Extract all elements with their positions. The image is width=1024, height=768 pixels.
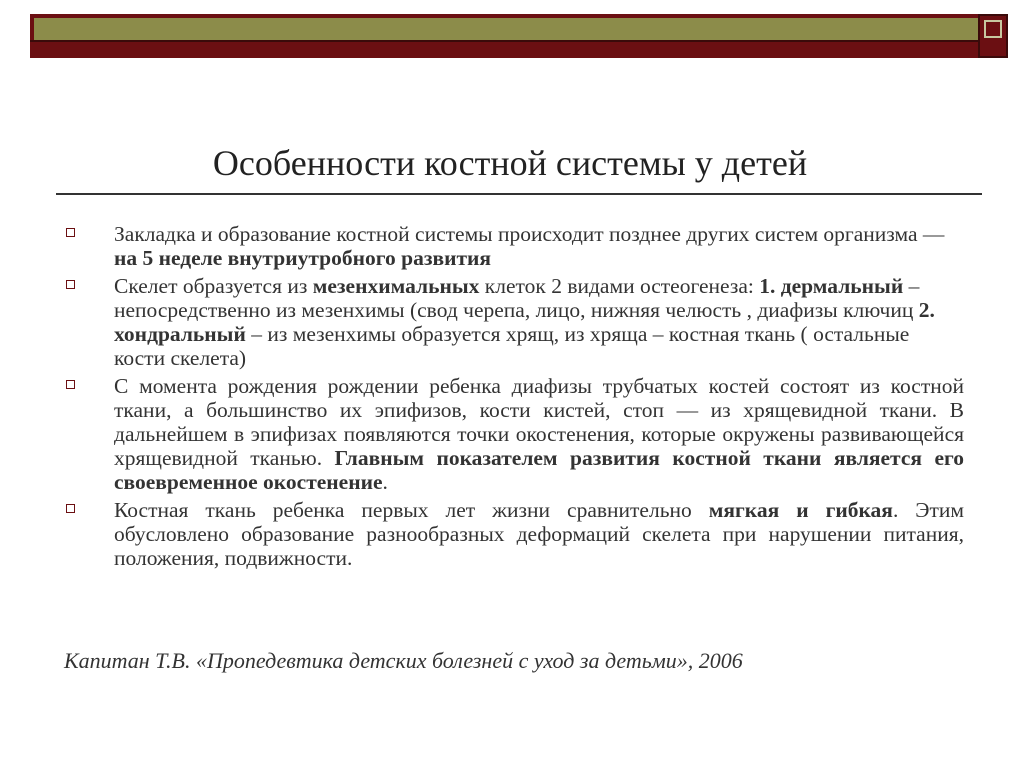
bullet-text (114, 374, 964, 494)
text-segment: . (382, 470, 388, 494)
bullet-item (62, 498, 964, 570)
header-olive-stripe (34, 18, 978, 40)
text-segment: клеток 2 видами остеогенеза: (479, 274, 760, 298)
bold-segment: 2. хондральный (114, 298, 935, 346)
bullet-text (114, 274, 935, 370)
citation: Капитан Т.В. «Пропедевтика детских болезней с уход за детьми», 2006 (64, 648, 743, 673)
bullet-text (114, 222, 944, 270)
text-segment: Закладка и образование костной системы происходит позднее других систем организма — (114, 222, 945, 246)
bullet-item (62, 222, 964, 270)
bullet-text (114, 498, 964, 570)
square-bullet-icon (66, 280, 75, 289)
text-segment: – непосредственно из мезенхимы (свод черепа, лицо, нижняя челюсть , диафизы ключиц (114, 274, 920, 322)
bold-segment: 1. дермальный (759, 274, 904, 298)
bold-segment: мягкая и гибкая (708, 498, 893, 522)
text-segment: Костная ткань ребенка первых лет жизни сравнительно (114, 498, 709, 522)
bold-segment: мезенхимальных (312, 274, 480, 298)
bullet-item (62, 374, 964, 494)
square-bullet-icon (66, 380, 75, 389)
square-bullet-icon (66, 228, 75, 237)
title-underline (56, 193, 982, 195)
slide-title: Особенности костной системы у детей (212, 143, 808, 183)
bold-segment: на 5 неделе внутриутробного развития (114, 246, 492, 270)
header-corner-box (978, 14, 1008, 58)
header-divider (30, 40, 980, 42)
text-segment: Скелет образуется из (114, 274, 313, 298)
bullet-list (62, 222, 964, 574)
text-segment: – из мезенхимы образуется хрящ, из хряща – костная ткань ( остальные кости скелета) (114, 322, 910, 370)
text-segment: . Этим обусловлено образование разнообразных деформаций скелета при нарушении питания, положения, подвижности. (114, 498, 964, 570)
text-segment: С момента рождения рождении ребенка диафизы трубчатых костей состоят из костной ткани, а большинство их эпифизов, кости кистей, стоп — из хрящевидной ткани. В дальнейшем в эпифизах появляются точки окостенения, которые окружены развивающейся хрящевидной тканью. (114, 374, 964, 470)
corner-square-icon (984, 20, 1002, 38)
bold-segment: Главным показателем развития костной ткани является его своевременное окостенение (114, 446, 964, 494)
bullet-item (62, 274, 964, 370)
square-bullet-icon (66, 504, 75, 513)
